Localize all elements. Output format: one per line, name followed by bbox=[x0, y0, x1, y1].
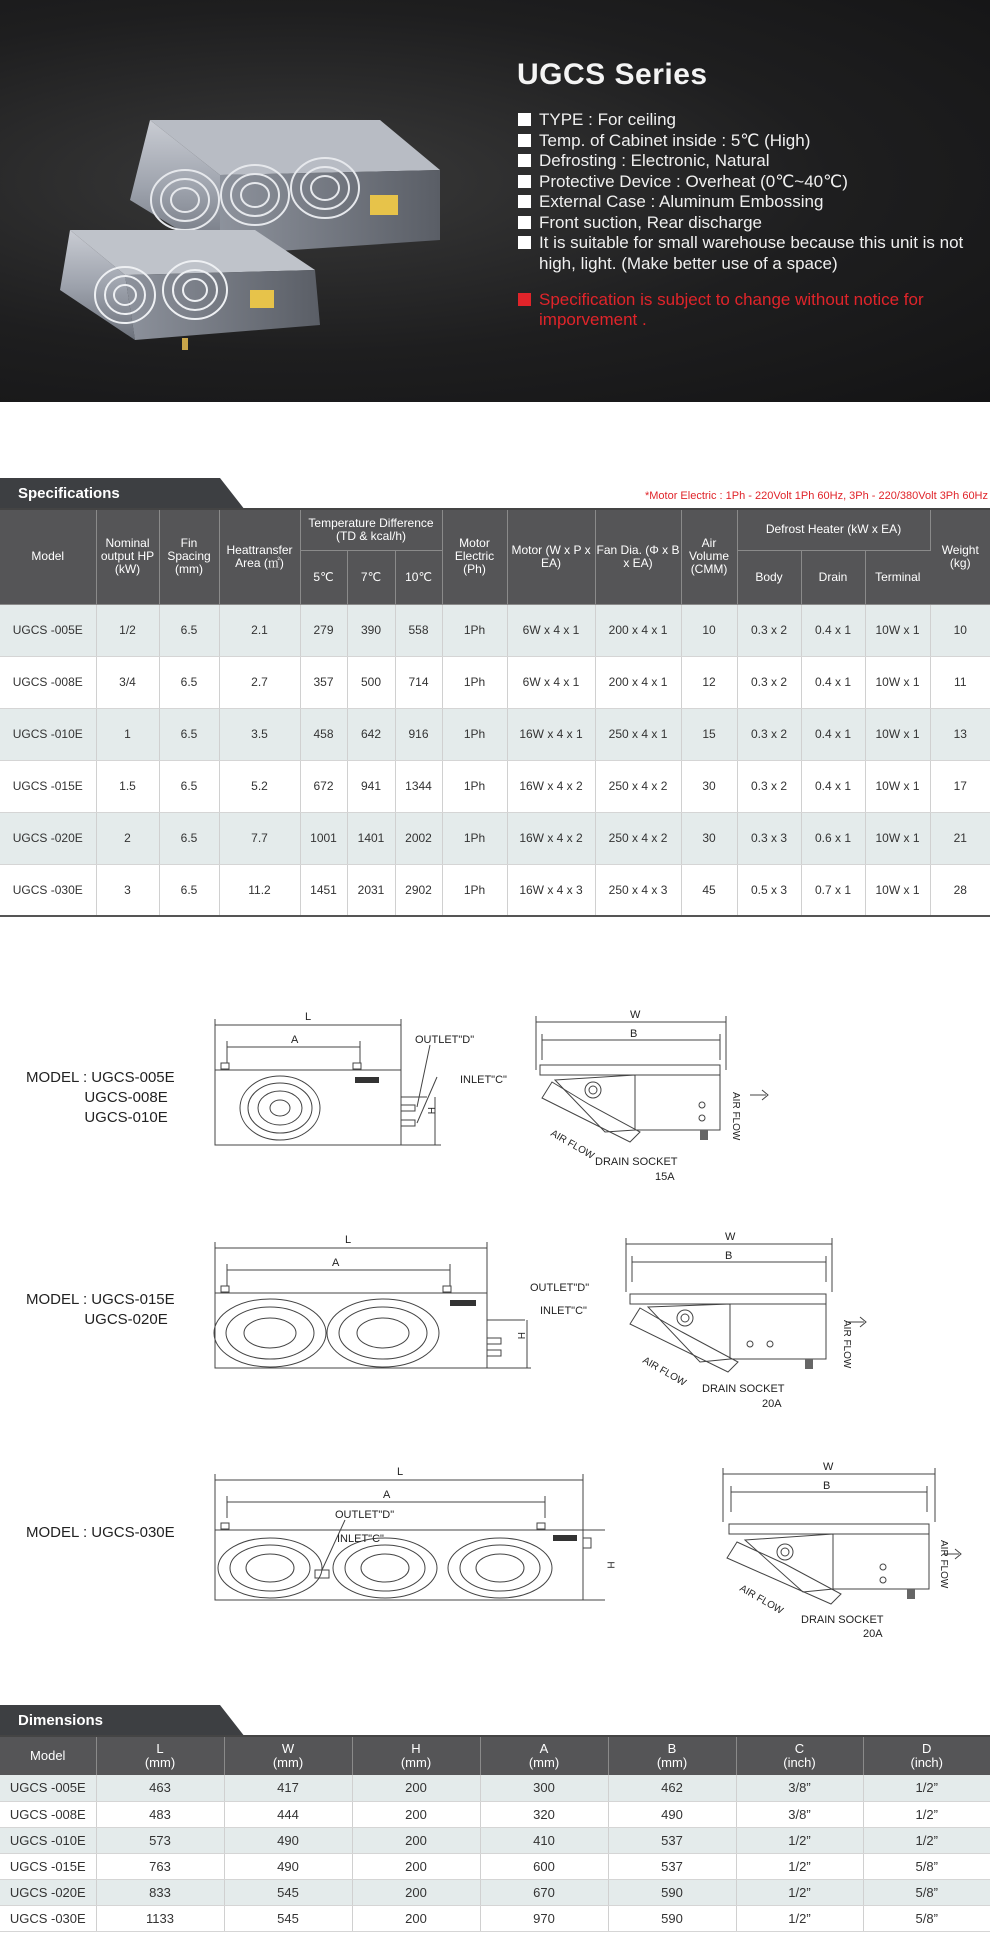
table-cell: 10W x 1 bbox=[865, 864, 930, 916]
table-cell: 11.2 bbox=[219, 864, 300, 916]
col-temp-10: 10℃ bbox=[395, 550, 442, 604]
svg-text:INLET"C": INLET"C" bbox=[337, 1533, 384, 1545]
table-cell: 200 bbox=[352, 1775, 480, 1801]
table-cell: 279 bbox=[300, 604, 347, 656]
table-cell: 3/8” bbox=[736, 1801, 863, 1827]
table-cell: 590 bbox=[608, 1905, 736, 1931]
table-cell: 941 bbox=[347, 760, 395, 812]
checkbox-icon bbox=[518, 113, 531, 126]
model-cell: UGCS -015E bbox=[0, 760, 96, 812]
table-cell: 13 bbox=[930, 708, 990, 760]
side-view-drawing-3 bbox=[715, 1462, 970, 1642]
dimensions-table bbox=[0, 1737, 990, 1932]
table-cell: 0.3 x 2 bbox=[737, 656, 801, 708]
table-cell: 2031 bbox=[347, 864, 395, 916]
svg-text:H: H bbox=[515, 1332, 526, 1340]
col-motor: Motor (W x P x EA) bbox=[507, 510, 595, 604]
table-cell: 0.3 x 2 bbox=[737, 760, 801, 812]
table-cell: 6.5 bbox=[159, 604, 219, 656]
table-cell: 0.6 x 1 bbox=[801, 812, 865, 864]
checkbox-icon bbox=[518, 175, 531, 188]
col-motor-electric: Motor Electric (Ph) bbox=[442, 510, 507, 604]
table-cell: 250 x 4 x 3 bbox=[595, 864, 681, 916]
table-cell: 0.4 x 1 bbox=[801, 708, 865, 760]
col-air-volume: Air Volume (CMM) bbox=[681, 510, 737, 604]
front-view-drawing-3 bbox=[205, 1460, 605, 1610]
side-view-drawing-1 bbox=[530, 1010, 775, 1185]
table-cell: 1/2” bbox=[863, 1801, 990, 1827]
table-cell: 1Ph bbox=[442, 812, 507, 864]
svg-text:B: B bbox=[823, 1480, 831, 1492]
table-cell: 537 bbox=[608, 1853, 736, 1879]
table-cell: 2.1 bbox=[219, 604, 300, 656]
table-cell: 1/2” bbox=[736, 1827, 863, 1853]
dimensions-tab: Dimensions bbox=[0, 1705, 103, 1737]
table-cell: 600 bbox=[480, 1853, 608, 1879]
table-cell: 21 bbox=[930, 812, 990, 864]
dim-col-model: Model bbox=[0, 1737, 96, 1775]
table-cell: 0.4 x 1 bbox=[801, 604, 865, 656]
feature-item: External Case : Aluminum Embossing bbox=[517, 192, 977, 213]
motor-electric-note: *Motor Electric : 1Ph - 220Volt 1Ph 60Hz, 3Ph - 220/380Volt 3Ph 60Hz bbox=[644, 490, 988, 502]
table-cell: 444 bbox=[224, 1801, 352, 1827]
model-cell: UGCS -030E bbox=[0, 1905, 96, 1931]
series-title: UGCS Series bbox=[517, 58, 708, 91]
height-label-3: H bbox=[604, 1561, 616, 1569]
svg-text:A: A bbox=[291, 1034, 299, 1046]
outlet-label-1: OUTLET"D" bbox=[415, 1034, 475, 1046]
svg-text:DRAIN SOCKET: DRAIN SOCKET bbox=[702, 1383, 785, 1395]
svg-text:DRAIN SOCKET: DRAIN SOCKET bbox=[801, 1614, 884, 1626]
svg-text:L: L bbox=[397, 1466, 404, 1478]
table-cell: 6.5 bbox=[159, 864, 219, 916]
table-cell: 545 bbox=[224, 1905, 352, 1931]
table-cell: 670 bbox=[480, 1879, 608, 1905]
table-cell: 6.5 bbox=[159, 760, 219, 812]
table-cell: 1001 bbox=[300, 812, 347, 864]
svg-text:AIR FLOW: AIR FLOW bbox=[640, 1355, 688, 1389]
table-cell: 0.7 x 1 bbox=[801, 864, 865, 916]
col-temp-5: 5℃ bbox=[300, 550, 347, 604]
table-cell: 463 bbox=[96, 1775, 224, 1801]
model-cell: UGCS -010E bbox=[0, 708, 96, 760]
table-cell: 0.4 x 1 bbox=[801, 656, 865, 708]
table-cell: 1Ph bbox=[442, 864, 507, 916]
dim-col-l: L (mm) bbox=[96, 1737, 224, 1775]
table-cell: 558 bbox=[395, 604, 442, 656]
svg-text:20A: 20A bbox=[863, 1628, 883, 1640]
table-cell: 537 bbox=[608, 1827, 736, 1853]
table-cell: 16W x 4 x 2 bbox=[507, 760, 595, 812]
table-cell: 1Ph bbox=[442, 708, 507, 760]
table-cell: 1/2” bbox=[736, 1879, 863, 1905]
table-cell: 1 bbox=[96, 708, 159, 760]
table-cell: 11 bbox=[930, 656, 990, 708]
table-cell: 17 bbox=[930, 760, 990, 812]
table-cell: 6.5 bbox=[159, 812, 219, 864]
svg-text:20A: 20A bbox=[762, 1398, 782, 1410]
table-cell: 714 bbox=[395, 656, 442, 708]
table-cell: 250 x 4 x 1 bbox=[595, 708, 681, 760]
table-row bbox=[0, 1879, 990, 1905]
svg-text:A: A bbox=[332, 1257, 340, 1269]
svg-text:L: L bbox=[345, 1234, 352, 1246]
svg-text:W: W bbox=[823, 1462, 834, 1473]
table-cell: 3/8” bbox=[736, 1775, 863, 1801]
table-cell: 1451 bbox=[300, 864, 347, 916]
front-view-drawing-1 bbox=[205, 1005, 450, 1155]
table-cell: 500 bbox=[347, 656, 395, 708]
table-cell: 1/2” bbox=[736, 1853, 863, 1879]
svg-text:L: L bbox=[305, 1011, 312, 1023]
table-cell: 490 bbox=[608, 1801, 736, 1827]
table-cell: 0.3 x 2 bbox=[737, 604, 801, 656]
dim-col-h: H (mm) bbox=[352, 1737, 480, 1775]
table-cell: 0.5 x 3 bbox=[737, 864, 801, 916]
table-cell: 1Ph bbox=[442, 604, 507, 656]
table-cell: 462 bbox=[608, 1775, 736, 1801]
svg-text:H: H bbox=[425, 1107, 436, 1115]
table-cell: 410 bbox=[480, 1827, 608, 1853]
dimensions-body bbox=[0, 1775, 990, 1931]
table-cell: 5.2 bbox=[219, 760, 300, 812]
table-cell: 1/2” bbox=[863, 1827, 990, 1853]
specifications-body bbox=[0, 604, 990, 916]
svg-text:AIR FLOW: AIR FLOW bbox=[938, 1540, 949, 1589]
col-nominal-output: Nominal output HP (kW) bbox=[96, 510, 159, 604]
table-cell: 573 bbox=[96, 1827, 224, 1853]
svg-text:W: W bbox=[725, 1232, 736, 1243]
table-cell: 10W x 1 bbox=[865, 708, 930, 760]
dim-col-w: W (mm) bbox=[224, 1737, 352, 1775]
table-cell: 6.5 bbox=[159, 708, 219, 760]
svg-text:AIR FLOW: AIR FLOW bbox=[737, 1583, 785, 1617]
table-cell: 10W x 1 bbox=[865, 604, 930, 656]
table-cell: 30 bbox=[681, 812, 737, 864]
table-cell: 357 bbox=[300, 656, 347, 708]
model-cell: UGCS -005E bbox=[0, 1775, 96, 1801]
svg-text:W: W bbox=[630, 1010, 641, 1021]
table-cell: 16W x 4 x 2 bbox=[507, 812, 595, 864]
table-cell: 1344 bbox=[395, 760, 442, 812]
model-cell: UGCS -015E bbox=[0, 1853, 96, 1879]
table-cell: 2002 bbox=[395, 812, 442, 864]
svg-text:AIR FLOW: AIR FLOW bbox=[730, 1092, 741, 1141]
feature-item: Temp. of Cabinet inside : 5℃ (High) bbox=[517, 131, 977, 152]
table-cell: 490 bbox=[224, 1853, 352, 1879]
inlet-label-1: INLET"C" bbox=[460, 1074, 507, 1086]
model-label-1: MODEL : UGCS-005E UGCS-008E UGCS-010E bbox=[26, 1069, 175, 1126]
col-defrost-heater: Defrost Heater (kW x EA) bbox=[737, 510, 930, 550]
table-row bbox=[0, 864, 990, 916]
table-cell: 6.5 bbox=[159, 656, 219, 708]
checkbox-icon bbox=[518, 216, 531, 229]
table-row bbox=[0, 1827, 990, 1853]
product-photo bbox=[40, 80, 510, 350]
specifications-table bbox=[0, 510, 990, 917]
table-cell: 390 bbox=[347, 604, 395, 656]
feature-item: TYPE : For ceiling bbox=[517, 110, 977, 131]
feature-item: It is suitable for small warehouse because this unit is not high, light. (Make better use of a space) bbox=[517, 233, 977, 274]
table-row bbox=[0, 1905, 990, 1931]
table-cell: 45 bbox=[681, 864, 737, 916]
table-cell: 200 bbox=[352, 1905, 480, 1931]
inlet-label-2: INLET"C" bbox=[540, 1305, 587, 1317]
dim-col-b: B (mm) bbox=[608, 1737, 736, 1775]
table-cell: 16W x 4 x 3 bbox=[507, 864, 595, 916]
model-cell: UGCS -030E bbox=[0, 864, 96, 916]
table-cell: 10 bbox=[681, 604, 737, 656]
table-cell: 200 bbox=[352, 1879, 480, 1905]
model-cell: UGCS -020E bbox=[0, 1879, 96, 1905]
table-cell: 483 bbox=[96, 1801, 224, 1827]
feature-list bbox=[517, 110, 977, 274]
table-row bbox=[0, 812, 990, 864]
table-cell: 590 bbox=[608, 1879, 736, 1905]
table-cell: 30 bbox=[681, 760, 737, 812]
table-cell: 970 bbox=[480, 1905, 608, 1931]
hero-text bbox=[517, 58, 977, 330]
model-cell: UGCS -010E bbox=[0, 1827, 96, 1853]
svg-text:15A: 15A bbox=[655, 1171, 675, 1183]
table-cell: 0.3 x 2 bbox=[737, 708, 801, 760]
table-cell: 2 bbox=[96, 812, 159, 864]
table-cell: 200 x 4 x 1 bbox=[595, 604, 681, 656]
table-cell: 1Ph bbox=[442, 760, 507, 812]
table-cell: 1/2 bbox=[96, 604, 159, 656]
table-cell: 1/2” bbox=[863, 1775, 990, 1801]
table-row bbox=[0, 1775, 990, 1801]
table-cell: 6W x 4 x 1 bbox=[507, 604, 595, 656]
front-view-drawing-2 bbox=[205, 1228, 535, 1378]
svg-text:DRAIN SOCKET: DRAIN SOCKET bbox=[595, 1156, 678, 1168]
col-defrost-terminal: Terminal bbox=[865, 550, 930, 604]
table-row bbox=[0, 760, 990, 812]
table-cell: 5/8” bbox=[863, 1905, 990, 1931]
table-cell: 672 bbox=[300, 760, 347, 812]
table-row bbox=[0, 604, 990, 656]
table-cell: 10W x 1 bbox=[865, 656, 930, 708]
table-cell: 2.7 bbox=[219, 656, 300, 708]
change-notice: Specification is subject to change without notice for imporvement . bbox=[517, 290, 977, 330]
table-cell: 0.4 x 1 bbox=[801, 760, 865, 812]
table-cell: 1Ph bbox=[442, 656, 507, 708]
table-cell: 5/8” bbox=[863, 1853, 990, 1879]
table-cell: 200 bbox=[352, 1853, 480, 1879]
table-cell: 545 bbox=[224, 1879, 352, 1905]
model-cell: UGCS -008E bbox=[0, 1801, 96, 1827]
col-fin-spacing: Fin Spacing (mm) bbox=[159, 510, 219, 604]
table-cell: 0.3 x 3 bbox=[737, 812, 801, 864]
col-heattransfer-area: Heattransfer Area (㎡) bbox=[219, 510, 300, 604]
checkbox-icon bbox=[518, 154, 531, 167]
table-cell: 5/8” bbox=[863, 1879, 990, 1905]
model-cell: UGCS -005E bbox=[0, 604, 96, 656]
svg-text:B: B bbox=[630, 1028, 638, 1040]
table-cell: 200 x 4 x 1 bbox=[595, 656, 681, 708]
col-temperature-difference: Temperature Difference (TD & kcal/h) bbox=[300, 510, 442, 550]
table-cell: 3/4 bbox=[96, 656, 159, 708]
outlet-label-2: OUTLET"D" bbox=[530, 1282, 590, 1294]
table-cell: 250 x 4 x 2 bbox=[595, 812, 681, 864]
col-fan-dia: Fan Dia. (Φ x B x EA) bbox=[595, 510, 681, 604]
table-cell: 1133 bbox=[96, 1905, 224, 1931]
specifications-tab: Specifications bbox=[0, 478, 120, 510]
table-cell: 833 bbox=[96, 1879, 224, 1905]
svg-text:B: B bbox=[725, 1250, 733, 1262]
table-cell: 6W x 4 x 1 bbox=[507, 656, 595, 708]
checkbox-icon bbox=[518, 236, 531, 249]
dim-col-c: C (inch) bbox=[736, 1737, 863, 1775]
table-cell: 417 bbox=[224, 1775, 352, 1801]
col-defrost-drain: Drain bbox=[801, 550, 865, 604]
table-cell: 28 bbox=[930, 864, 990, 916]
table-cell: 10 bbox=[930, 604, 990, 656]
svg-text:A: A bbox=[383, 1489, 391, 1501]
table-cell: 15 bbox=[681, 708, 737, 760]
table-cell: 1/2” bbox=[736, 1905, 863, 1931]
table-row bbox=[0, 708, 990, 760]
table-cell: 320 bbox=[480, 1801, 608, 1827]
table-cell: 490 bbox=[224, 1827, 352, 1853]
table-cell: 10W x 1 bbox=[865, 760, 930, 812]
svg-text:OUTLET"D": OUTLET"D" bbox=[335, 1509, 395, 1521]
model-cell: UGCS -020E bbox=[0, 812, 96, 864]
col-temp-7: 7℃ bbox=[347, 550, 395, 604]
checkbox-icon bbox=[518, 195, 531, 208]
col-weight: Weight (kg) bbox=[930, 510, 990, 604]
table-cell: 3 bbox=[96, 864, 159, 916]
table-cell: 458 bbox=[300, 708, 347, 760]
table-cell: 16W x 4 x 1 bbox=[507, 708, 595, 760]
dim-col-d: D (inch) bbox=[863, 1737, 990, 1775]
table-cell: 763 bbox=[96, 1853, 224, 1879]
table-cell: 2902 bbox=[395, 864, 442, 916]
table-cell: 642 bbox=[347, 708, 395, 760]
checkbox-icon bbox=[518, 134, 531, 147]
dim-col-a: A (mm) bbox=[480, 1737, 608, 1775]
model-cell: UGCS -008E bbox=[0, 656, 96, 708]
table-cell: 3.5 bbox=[219, 708, 300, 760]
table-cell: 300 bbox=[480, 1775, 608, 1801]
notice-square-icon bbox=[518, 293, 531, 306]
table-row bbox=[0, 1853, 990, 1879]
col-model: Model bbox=[0, 510, 96, 604]
svg-text:AIR FLOW: AIR FLOW bbox=[548, 1128, 596, 1162]
col-defrost-body: Body bbox=[737, 550, 801, 604]
table-cell: 200 bbox=[352, 1827, 480, 1853]
svg-text:AIR FLOW: AIR FLOW bbox=[841, 1320, 852, 1369]
table-row bbox=[0, 656, 990, 708]
side-view-drawing-2 bbox=[620, 1232, 880, 1412]
feature-item: Protective Device : Overheat (0℃~40℃) bbox=[517, 172, 977, 193]
feature-item: Defrosting : Electronic, Natural bbox=[517, 151, 977, 172]
table-cell: 200 bbox=[352, 1801, 480, 1827]
table-cell: 12 bbox=[681, 656, 737, 708]
table-cell: 250 x 4 x 2 bbox=[595, 760, 681, 812]
feature-item: Front suction, Rear discharge bbox=[517, 213, 977, 234]
table-cell: 1.5 bbox=[96, 760, 159, 812]
model-label-3: MODEL : UGCS-030E bbox=[26, 1524, 175, 1541]
table-cell: 916 bbox=[395, 708, 442, 760]
model-label-2: MODEL : UGCS-015E UGCS-020E bbox=[26, 1291, 175, 1328]
table-cell: 7.7 bbox=[219, 812, 300, 864]
table-cell: 1401 bbox=[347, 812, 395, 864]
hero-banner bbox=[0, 0, 990, 402]
table-cell: 10W x 1 bbox=[865, 812, 930, 864]
table-row bbox=[0, 1801, 990, 1827]
